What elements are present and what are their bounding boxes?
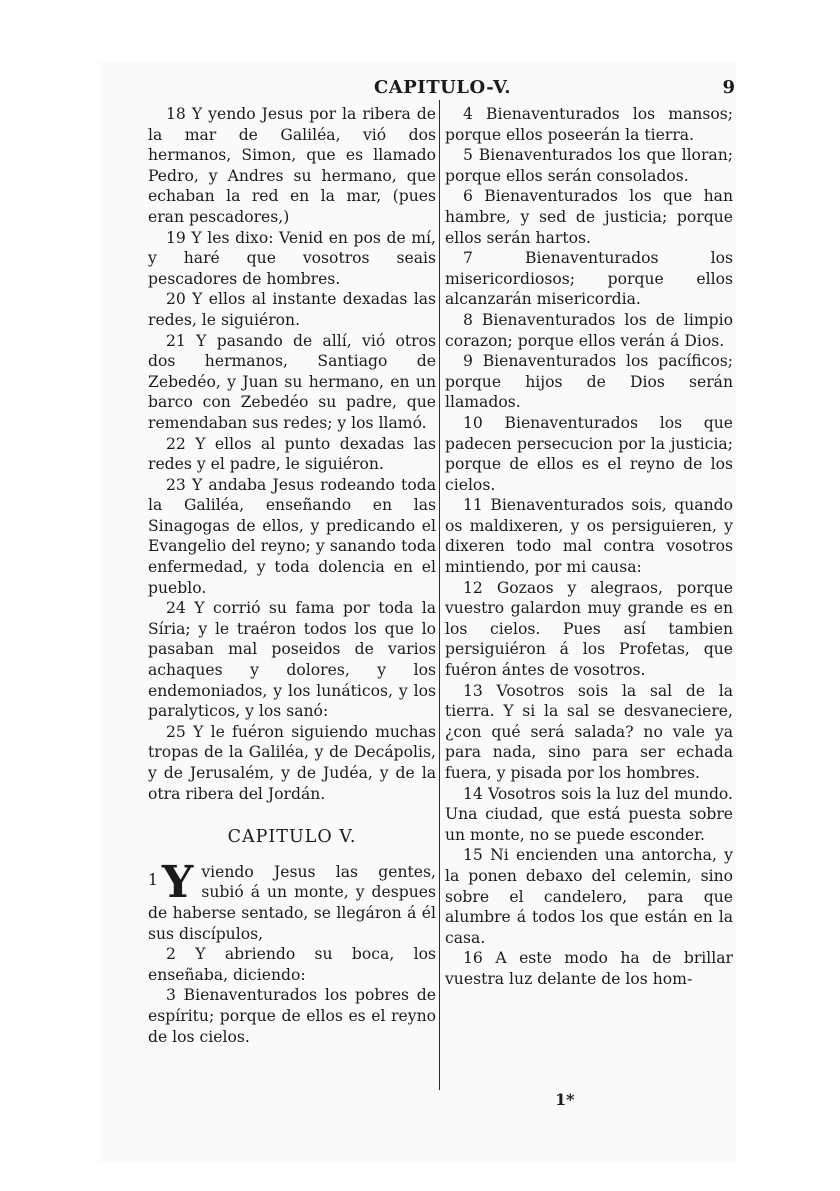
- verse: 24 Y corrió su fama por toda la Síria; y le traéron todos los que lo pasaban mal poseidos de varios achaques y dolores, y los endemoniados, y los lunáticos, y los paralyticos, y los sanó:: [148, 599, 436, 721]
- verse: 12 Gozaos y alegraos, porque vuestro galardon muy grande es en los cielos. Pues así tambien persiguiéron á los Profetas, que fuéron ántes de vosotros.: [445, 578, 733, 680]
- verse: 16 A este modo ha de brillar vuestra luz delante de los hom-: [445, 949, 733, 988]
- verse-one: [148, 862, 436, 944]
- drop-capital: Y: [161, 861, 194, 908]
- verse: 15 Ni encienden una antorcha, y la ponen debaxo del celemin, sino sobre el candelero, para que alumbre á todos los que están en la casa.: [445, 846, 733, 947]
- verse: 8 Bienaventurados los de limpio corazon; porque ellos verán á Dios.: [445, 310, 733, 350]
- signature-mark: 1*: [555, 1090, 575, 1109]
- verse: 9 Bienaventurados los pacíficos; porque hijos de Dios serán llamados.: [445, 352, 733, 412]
- page-header: [150, 77, 735, 101]
- verse: 19 Y les dixo: Venid en pos de mí, y haré que vosotros seais pescadores de hombres.: [148, 228, 436, 288]
- verse: 5 Bienaventurados los que lloran; porque ellos serán consolados.: [445, 146, 733, 185]
- verse: 10 Bienaventurados los que padecen persecucion por la justicia; porque de ellos es el reyno de los cielos.: [445, 413, 733, 494]
- verse: 6 Bienaventurados los que han hambre, y sed de justicia; porque ellos serán hartos.: [445, 187, 733, 247]
- verse: 2 Y abriendo su boca, los enseñaba, diciendo:: [148, 945, 436, 984]
- verse: 13 Vosotros sois la sal de la tierra. Y si la sal se desvaneciere, ¿con qué será salada? no vale ya para nada, sino para ser echada fuera, y pisada por los hombres.: [445, 681, 733, 782]
- verse-one-number: 1: [148, 870, 158, 889]
- chapter-heading: CAPITULO V.: [227, 827, 357, 848]
- verse-one-text: viendo Jesus las gentes, subió á un monte, y despues de haberse sentado, se llegáron á él sus discípulos,: [148, 862, 436, 943]
- verse: 21 Y pasando de allí, vió otros dos hermanos, Santiago de Zebedéo, y Juan su hermano, en un barco con Zebedéo su padre, que remendaban sus redes; y los llamó.: [148, 331, 436, 432]
- page-number: 9: [722, 77, 735, 98]
- verse: 4 Bienaventurados los mansos; porque ellos poseerán la tierra.: [445, 105, 733, 144]
- left-column: [148, 104, 436, 1047]
- running-title: CAPITULO-V.: [373, 77, 512, 98]
- column-divider: [439, 100, 440, 1090]
- verse: 20 Y ellos al instante dexadas las redes, le siguiéron.: [148, 290, 436, 329]
- verse: 18 Y yendo Jesus por la ribera de la mar de Galiléa, vió dos hermanos, Simon, que es llamado Pedro, y Andres su hermano, que echaban la red en la mar, (pues eran pescadores,): [148, 105, 436, 226]
- verse: 14 Vosotros sois la luz del mundo. Una ciudad, que está puesta sobre un monte, no se puede esconder.: [445, 784, 733, 844]
- verse: 11 Bienaventurados sois, quando os maldixeren, y os persiguieren, y dixeren todo mal contra vosotros mintiendo, por mi causa:: [445, 496, 733, 577]
- verse: 23 Y andaba Jesus rodeando toda la Galiléa, enseñando en las Sinagogas de ellos, y predicando el Evangelio del reyno; y sanando toda enfermedad, y toda dolencia en el pueblo.: [148, 475, 436, 597]
- verse: 25 Y le fuéron siguiendo muchas tropas de la Galiléa, y de Decápolis, y de Jerusalém, y de Judéa, y de la otra ribera del Jordán.: [148, 722, 436, 803]
- verse: 22 Y ellos al punto dexadas las redes y el padre, le siguiéron.: [148, 434, 436, 474]
- verse: 7 Bienaventurados los misericordiosos; porque ellos alcanzarán misericordia.: [445, 249, 733, 309]
- verse: 3 Bienaventurados los pobres de espíritu; porque de ellos es el reyno de los cielos.: [148, 986, 436, 1046]
- right-column: [445, 104, 733, 990]
